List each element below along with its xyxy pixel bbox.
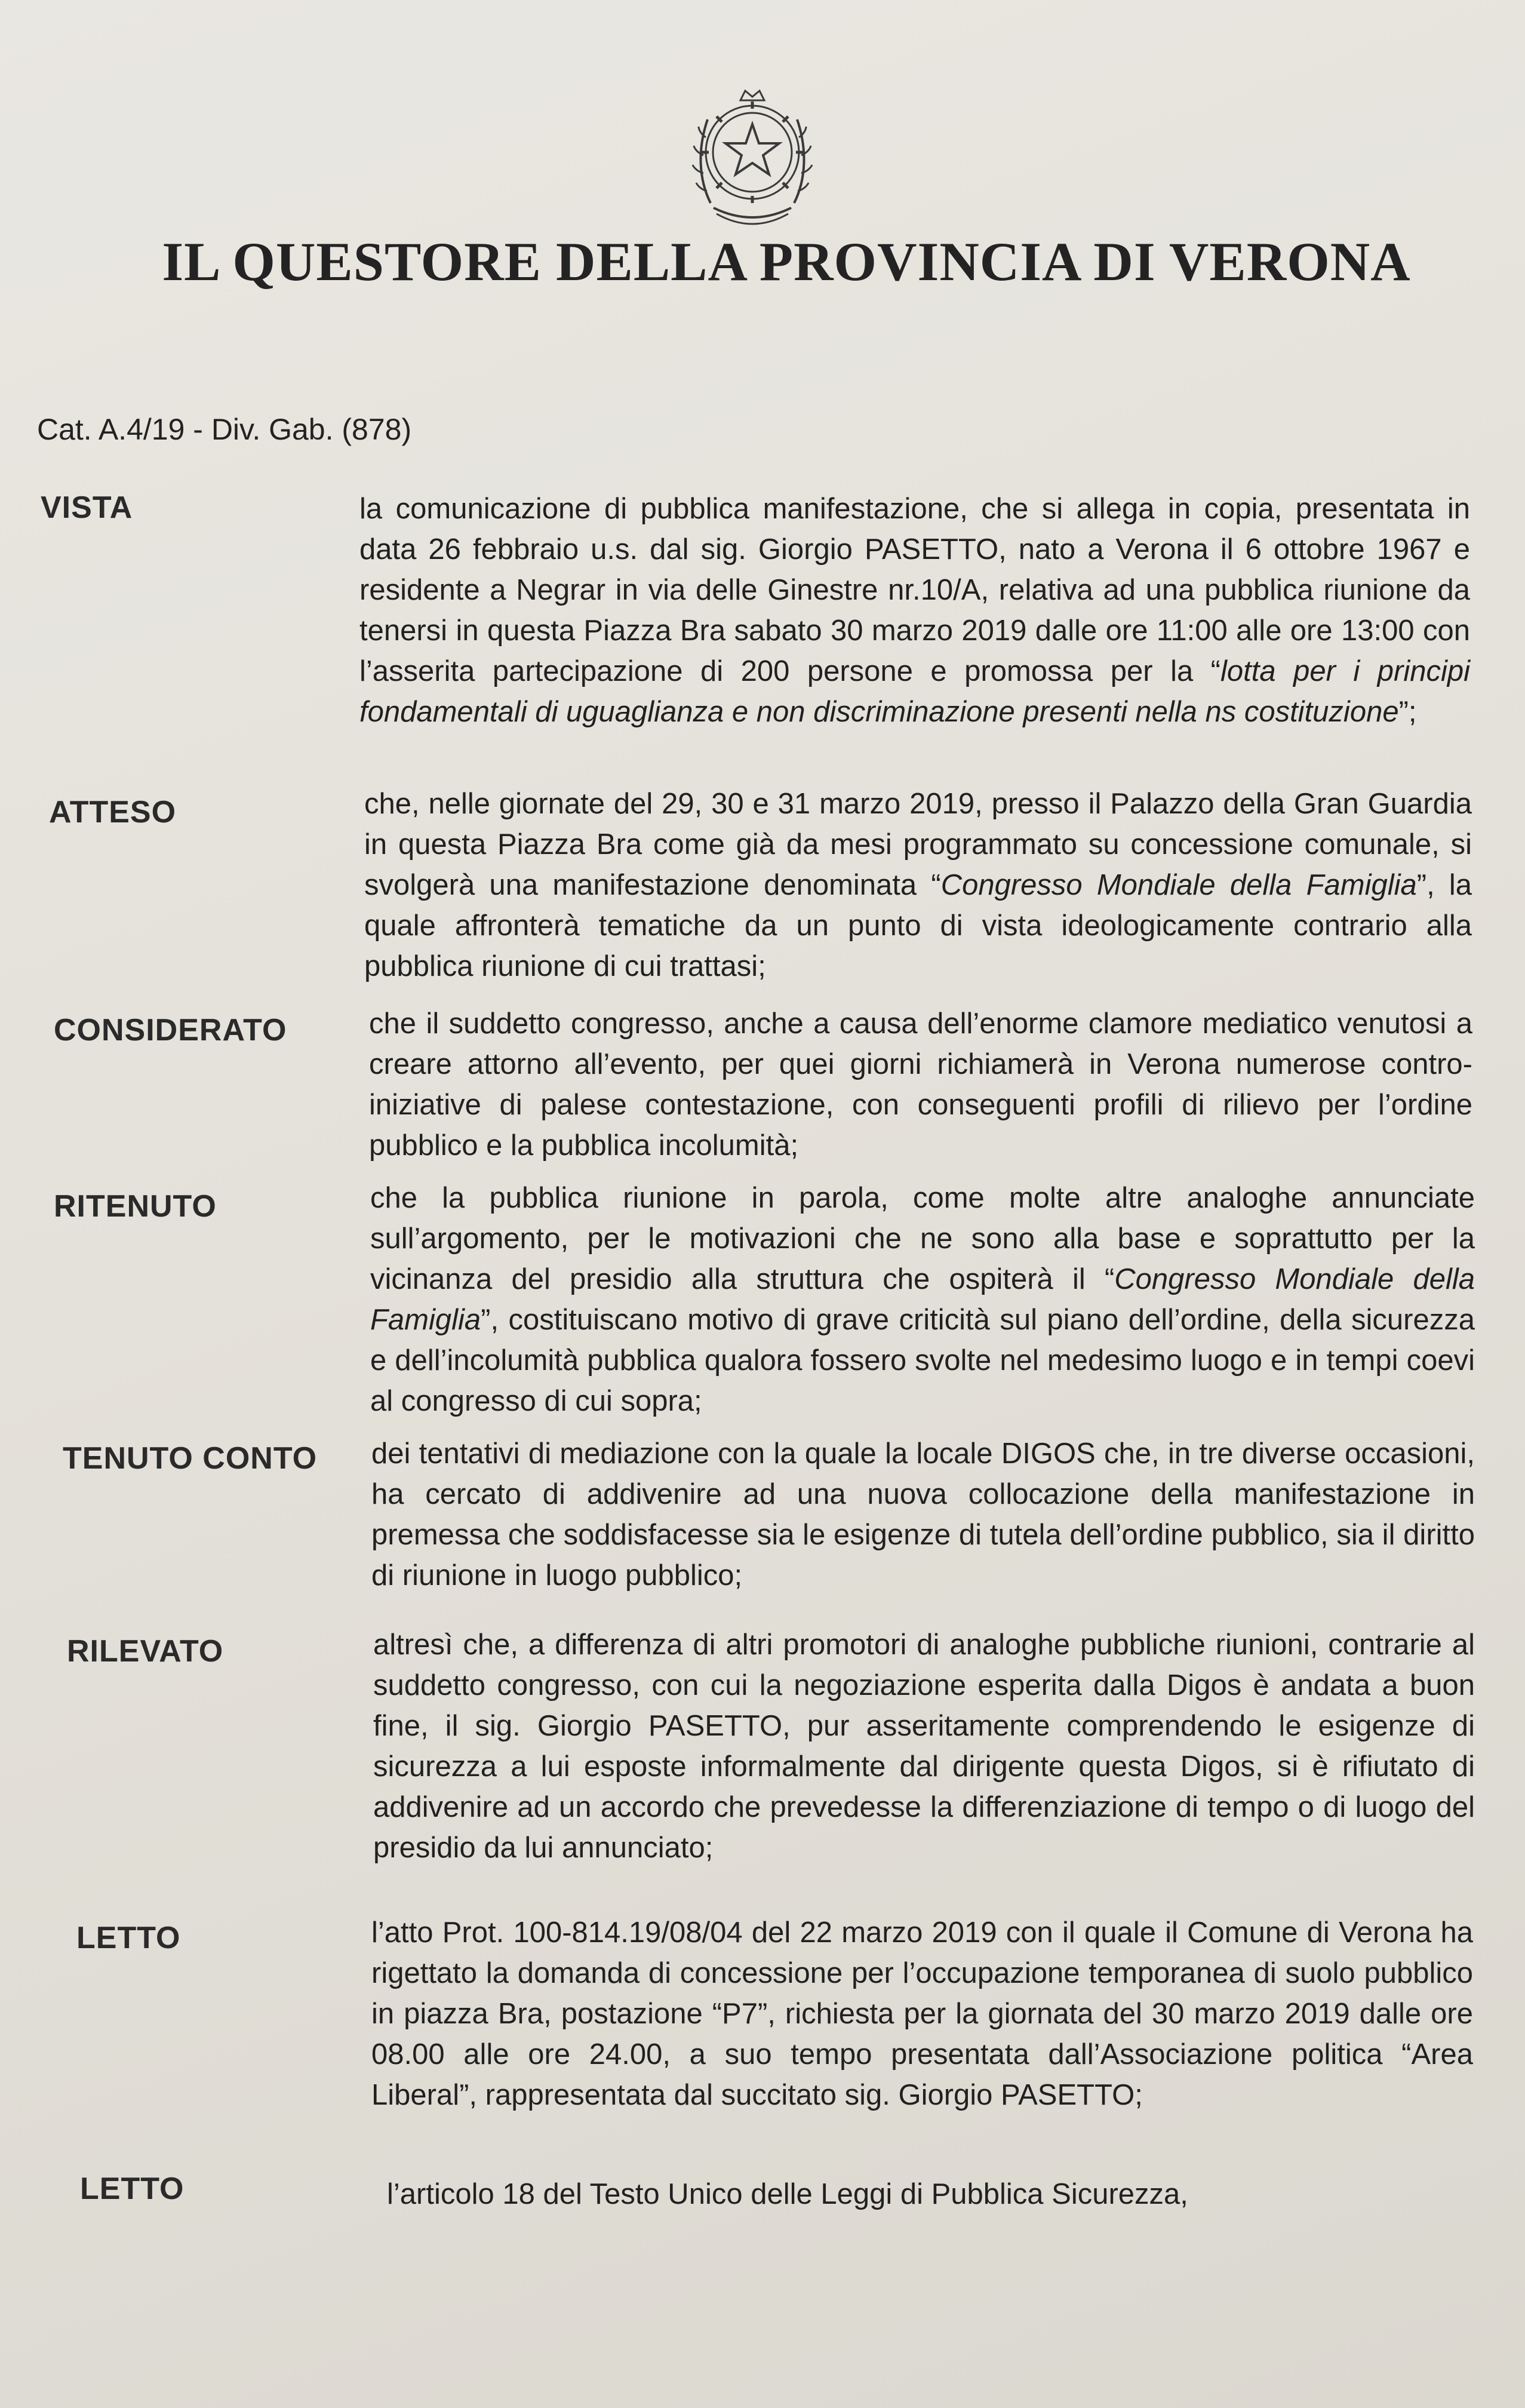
italian-republic-emblem-icon xyxy=(681,78,824,239)
entry-label: VISTA xyxy=(41,490,133,525)
entry-text-part: ”, la quale affronterà tematiche da un punto di vista ideologicamente contrario alla pubblica riunione di cui trattasi; xyxy=(364,869,1472,982)
entry-text-italic: Congresso Mondiale della Famiglia xyxy=(940,869,1417,901)
entry-label: RILEVATO xyxy=(67,1634,224,1669)
entry-text-italic: lotta per i principi fondamentali di uguaglianza e non discriminazione presenti nella ns costituzione xyxy=(359,655,1470,728)
entry-text xyxy=(364,784,1472,987)
entry-text-part: che, nelle giornate del 29, 30 e 31 marzo 2019, presso il Palazzo della Gran Guardia in questa Piazza Bra come già da mesi programmato su concessione comunale, si svolgerà una manifestazione denominata “ xyxy=(364,788,1472,901)
page-title: IL QUESTORE DELLA PROVINCIA DI VERONA xyxy=(162,231,1411,292)
entry-text: dei tentativi di mediazione con la quale la locale DIGOS che, in tre diverse occasioni, ha cercato di addivenire ad una nuova collocazione della manifestazione in premessa che soddisfacesse sia le esigenze di tutela dell’ordine pubblico, sia il diritto di riunione in luogo pubblico; xyxy=(371,1438,1475,1592)
entry-text-part: la comunicazione di pubblica manifestazione, che si allega in copia, presentata in data 26 febbraio u.s. dal sig. Giorgio PASETTO, nato a Verona il 6 ottobre 1967 e residente a Negrar in via delle Ginestre nr.10/A, relativa ad una pubblica riunione da tenersi in questa Piazza Bra sabato 30 marzo 2019 dalle ore 11:00 alle ore 13:00 con l’asserita partecipazione di 200 persone e promossa per la “ xyxy=(359,493,1470,687)
entry-label: TENUTO CONTO xyxy=(63,1441,318,1476)
entry-text: l’atto Prot. 100-814.19/08/04 del 22 marzo 2019 con il quale il Comune di Verona ha rigettato la domanda di concessione per l’occupazione temporanea di suolo pubblico in piazza Bra, postazione “P7”, richiesta per la giornata del 30 marzo 2019 dalle ore 08.00 alle ore 24.00, a suo tempo presentata dall’Associazione politica “Area Liberal”, rappresentata dal succitato sig. Giorgio PASETTO; xyxy=(371,1916,1473,2111)
entry-text-part: ”; xyxy=(1398,696,1417,728)
entry-label: ATTESO xyxy=(49,795,177,830)
entry-text xyxy=(370,1178,1475,1421)
entry-text: che il suddetto congresso, anche a causa dell’enorme clamore mediatico venutosi a creare attorno all’evento, per quei giorni richiamerà in Verona numerose contro-iniziative di palese contestazione, con conseguenti profili di rilievo per l’ordine pubblico e la pubblica incolumità; xyxy=(369,1008,1472,1162)
entry-text-italic: Congresso Mondiale della Famiglia xyxy=(370,1263,1475,1336)
entry-label: LETTO xyxy=(80,2172,185,2206)
entry-text: altresì che, a differenza di altri promotori di analoghe pubbliche riunioni, contrarie al suddetto congresso, con cui la negoziazione esperita dalla Digos è andata a buon fine, il sig. Giorgio PASETTO, pur asseritamente comprendendo le esigenze di sicurezza a lui esposte informalmente dal dirigente questa Digos, si è rifiutato di addivenire ad un accordo che prevedesse la differenziazione di tempo o di luogo del presidio da lui annunciato; xyxy=(373,1629,1475,1864)
entry-label: CONSIDERATO xyxy=(54,1013,287,1048)
entry-text xyxy=(359,489,1470,732)
entry-text-part: ”, costituiscano motivo di grave criticità sul piano dell’ordine, della sicurezza e dell’incolumità pubblica qualora fossero svolte nel medesimo luogo e in tempi coevi al congresso di cui sopra; xyxy=(370,1304,1475,1417)
entry-label: RITENUTO xyxy=(54,1189,217,1224)
entry-text-part: che la pubblica riunione in parola, come molte altre analoghe annunciate sull’argomento, per le motivazioni che ne sono alla base e soprattutto per la vicinanza del presidio alla struttura che ospiterà il “ xyxy=(370,1182,1475,1295)
entry-text: l’articolo 18 del Testo Unico delle Leggi di Pubblica Sicurezza, xyxy=(387,2178,1188,2210)
entry-label: LETTO xyxy=(76,1921,181,1955)
protocol-reference: Cat. A.4/19 - Div. Gab. (878) xyxy=(37,413,412,446)
